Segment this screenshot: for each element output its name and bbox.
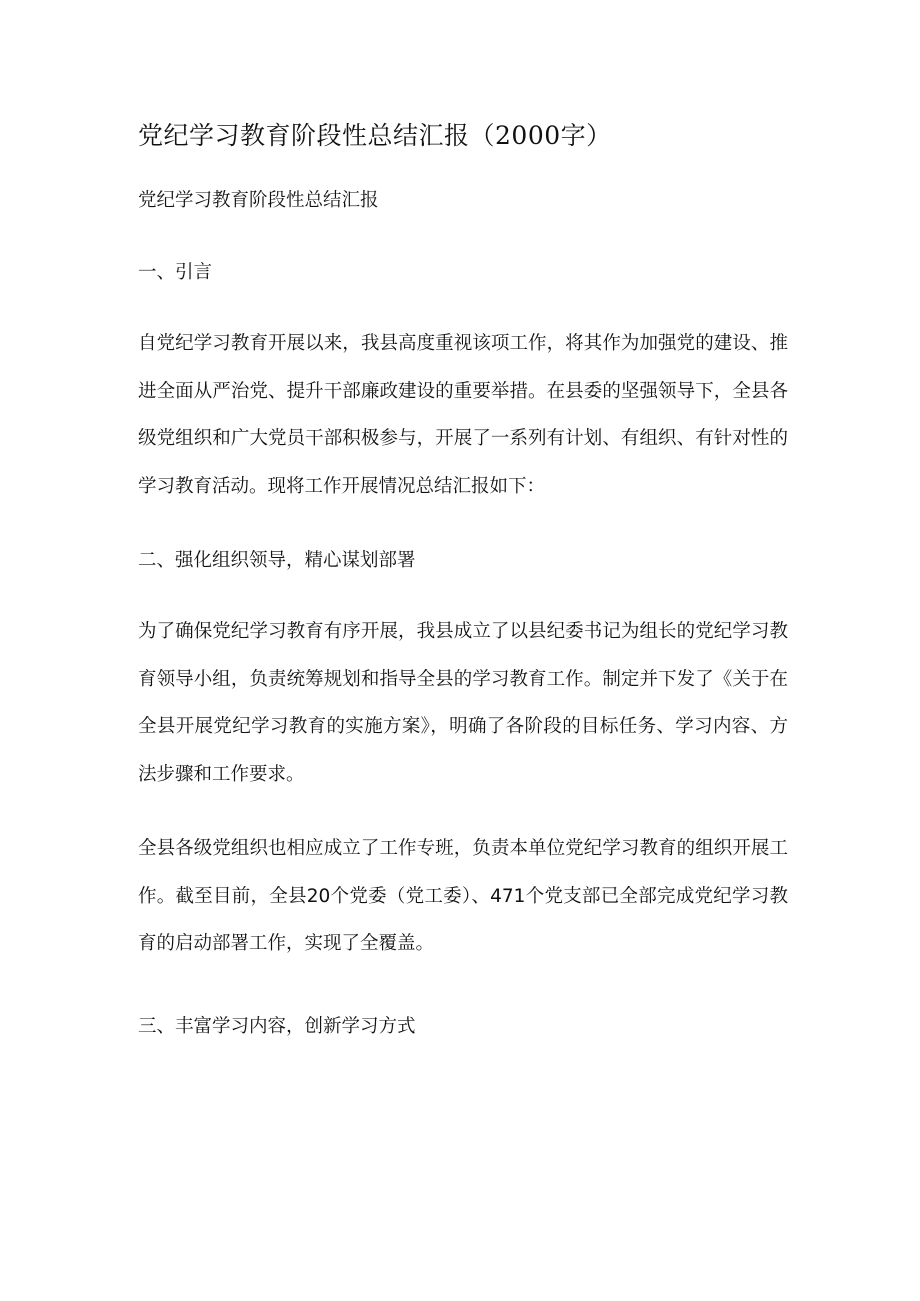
document-title: 党纪学习教育阶段性总结汇报（2000字） xyxy=(138,121,612,150)
paragraph-organization-1: 为了确保党纪学习教育有序开展，我县成立了以县纪委书记为组长的党纪学习教育领导小组，负责统筹规划和指导全县的学习教育工作。制定并下发了《关于在全县开展党纪学习教育的实施方案》，明确了各阶段的目标任务、学习内容、方法步骤和工作要求。 xyxy=(138,621,788,785)
paragraph-organization-2: 全县各级党组织也相应成立了工作专班，负责本单位党纪学习教育的组织开展工作。截至目前，全县20个党委（党工委）、471个党支部已全部完成党纪学习教育的启动部署工作，实现了全覆盖。 xyxy=(138,838,788,954)
document-subtitle: 党纪学习教育阶段性总结汇报 xyxy=(138,190,379,211)
section-heading-intro: 一、引言 xyxy=(138,262,213,283)
section-heading-learning: 三、丰富学习内容，创新学习方式 xyxy=(138,1016,416,1037)
paragraph-intro: 自党纪学习教育开展以来，我县高度重视该项工作，将其作为加强党的建设、推进全面从严治党、提升干部廉政建设的重要举措。在县委的坚强领导下，全县各级党组织和广大党员干部积极参与，开展了一系列有计划、有组织、有针对性的学习教育活动。现将工作开展情况总结汇报如下： xyxy=(138,333,788,497)
section-heading-organization: 二、强化组织领导，精心谋划部署 xyxy=(138,550,416,571)
